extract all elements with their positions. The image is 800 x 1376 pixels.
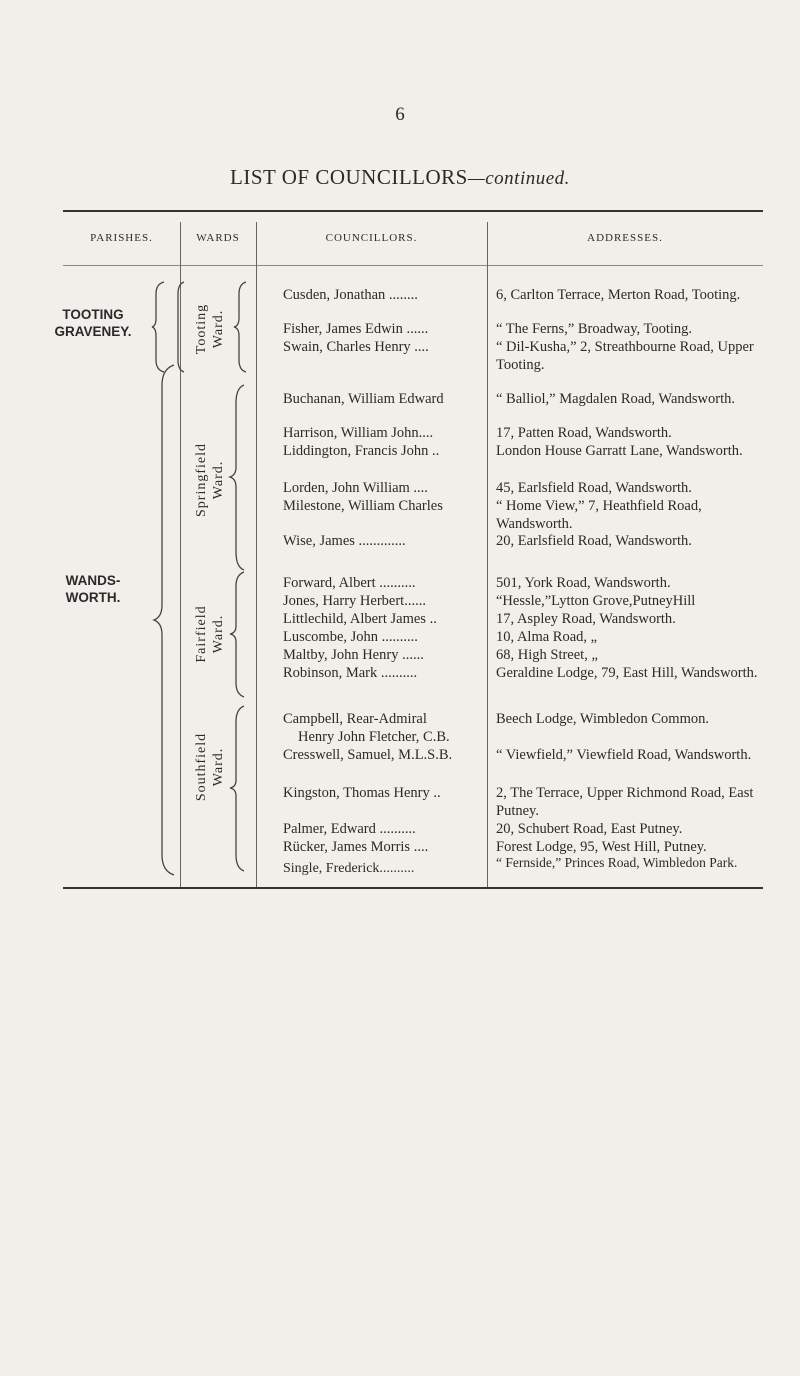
- ward-line: Springfield: [194, 443, 209, 517]
- councillor-address: 6, Carlton Terrace, Merton Road, Tooting.: [496, 287, 741, 303]
- brace-tooting-parish: [152, 282, 166, 372]
- councillor-address: 10, Alma Road, „: [496, 629, 598, 645]
- brace-tooting-left: [176, 282, 186, 372]
- councillor-name: Campbell, Rear-Admiral: [283, 711, 427, 727]
- brace-ward-southfield: [230, 706, 246, 871]
- councillor-name: Fisher, James Edwin ......: [283, 321, 429, 337]
- title-main: LIST OF COUNCILLORS: [230, 165, 468, 189]
- ward-springfield: [193, 410, 227, 550]
- ward-line: Ward.: [211, 460, 226, 500]
- councillor-name: Single, Frederick..........: [283, 861, 415, 876]
- councillor-name: Milestone, William Charles: [283, 498, 443, 514]
- column-divider-2: [256, 222, 257, 887]
- councillor-name: Forward, Albert ..........: [283, 575, 416, 591]
- ward-fairfield: [193, 579, 227, 689]
- brace-wandsworth-parish: [148, 365, 176, 875]
- councillor-address: Forest Lodge, 95, West Hill, Putney.: [496, 839, 707, 855]
- councillor-address: 45, Earlsfield Road, Wandsworth.: [496, 480, 692, 496]
- councillor-name-continuation: Henry John Fletcher, C.B.: [298, 729, 450, 745]
- councillor-name: Cusden, Jonathan ........: [283, 287, 418, 303]
- parish-line: GRAVENEY.: [54, 324, 132, 339]
- councillor-name: Maltby, John Henry ......: [283, 647, 424, 663]
- councillor-name: Buchanan, William Edward: [283, 391, 444, 407]
- header-wards: WARDS: [196, 232, 240, 244]
- page-number: 6: [395, 104, 405, 125]
- ward-line: Ward.: [211, 309, 226, 349]
- header-addresses: ADDRESSES.: [587, 232, 663, 244]
- top-rule: [63, 210, 763, 212]
- header-parishes: PARISHES.: [90, 232, 153, 244]
- councillor-address: “ Viewfield,” Viewfield Road, Wandsworth.: [496, 747, 752, 763]
- councillor-address: 17, Aspley Road, Wandsworth.: [496, 611, 676, 627]
- title-suffix: —continued.: [467, 168, 570, 189]
- column-divider-3: [487, 222, 488, 887]
- brace-ward-fairfield: [230, 572, 246, 697]
- councillor-name: Lorden, John William ....: [283, 480, 428, 496]
- parish-line: WORTH.: [65, 590, 121, 605]
- councillor-address: “ Balliol,” Magdalen Road, Wandsworth.: [496, 391, 735, 407]
- councillor-address: Beech Lodge, Wimbledon Common.: [496, 711, 709, 727]
- councillor-address: London House Garratt Lane, Wandsworth.: [496, 443, 743, 459]
- councillor-name: Kingston, Thomas Henry ..: [283, 785, 441, 801]
- brace-ward-tooting: [234, 282, 248, 372]
- ward-line: Fairfield: [194, 605, 209, 663]
- ward-tooting: [193, 279, 227, 379]
- councillor-address: 2, The Terrace, Upper Richmond Road, East Putney.: [496, 785, 754, 819]
- councillor-name: Robinson, Mark ..........: [283, 665, 418, 681]
- councillor-name: Cresswell, Samuel, M.L.S.B.: [283, 747, 453, 763]
- councillor-address: Geraldine Lodge, 79, East Hill, Wandsworth.: [496, 665, 758, 681]
- ward-southfield: [193, 697, 227, 837]
- councillor-address: 20, Schubert Road, East Putney.: [496, 821, 683, 837]
- councillor-address: “Hessle,”Lytton Grove,PutneyHill: [496, 593, 696, 609]
- bottom-rule: [63, 887, 763, 889]
- councillor-address: 501, York Road, Wandsworth.: [496, 575, 671, 591]
- councillor-address: “ Home View,” 7, Heathfield Road, Wandsworth.: [496, 498, 702, 532]
- councillor-address: 68, High Street, „: [496, 647, 598, 663]
- councillor-name: Luscombe, John ..........: [283, 629, 418, 645]
- councillor-address: “ Fernside,” Princes Road, Wimbledon Park.: [496, 855, 738, 870]
- councillor-name: Harrison, William John....: [283, 425, 434, 441]
- ward-line: Tooting: [194, 303, 209, 355]
- page-title: [0, 165, 800, 190]
- ward-line: Southfield: [194, 732, 209, 802]
- councillor-name: Palmer, Edward ..........: [283, 821, 416, 837]
- councillor-address: “ Dil-Kusha,” 2, Streathbourne Road, Upper Tooting.: [496, 339, 754, 373]
- councillor-name: Littlechild, Albert James ..: [283, 611, 437, 627]
- councillor-name: Swain, Charles Henry ....: [283, 339, 429, 355]
- parish-line: TOOTING: [62, 307, 124, 322]
- councillor-address: 17, Patten Road, Wandsworth.: [496, 425, 672, 441]
- parish-tooting-graveney: [38, 306, 148, 340]
- councillor-name: Liddington, Francis John ..: [283, 443, 440, 459]
- councillor-name: Jones, Harry Herbert......: [283, 593, 426, 609]
- parish-line: WANDS-: [65, 573, 121, 588]
- councillor-name: Wise, James .............: [283, 533, 406, 549]
- councillor-address: 20, Earlsfield Road, Wandsworth.: [496, 533, 692, 549]
- councillor-address: “ The Ferns,” Broadway, Tooting.: [496, 321, 693, 337]
- parish-wandsworth: [38, 572, 148, 606]
- ward-line: Ward.: [211, 614, 226, 654]
- header-rule: [63, 265, 763, 266]
- councillor-name: Rücker, James Morris ....: [283, 839, 429, 855]
- ward-line: Ward.: [211, 747, 226, 787]
- header-councillors: COUNCILLORS.: [325, 232, 418, 244]
- brace-ward-springfield: [230, 385, 246, 570]
